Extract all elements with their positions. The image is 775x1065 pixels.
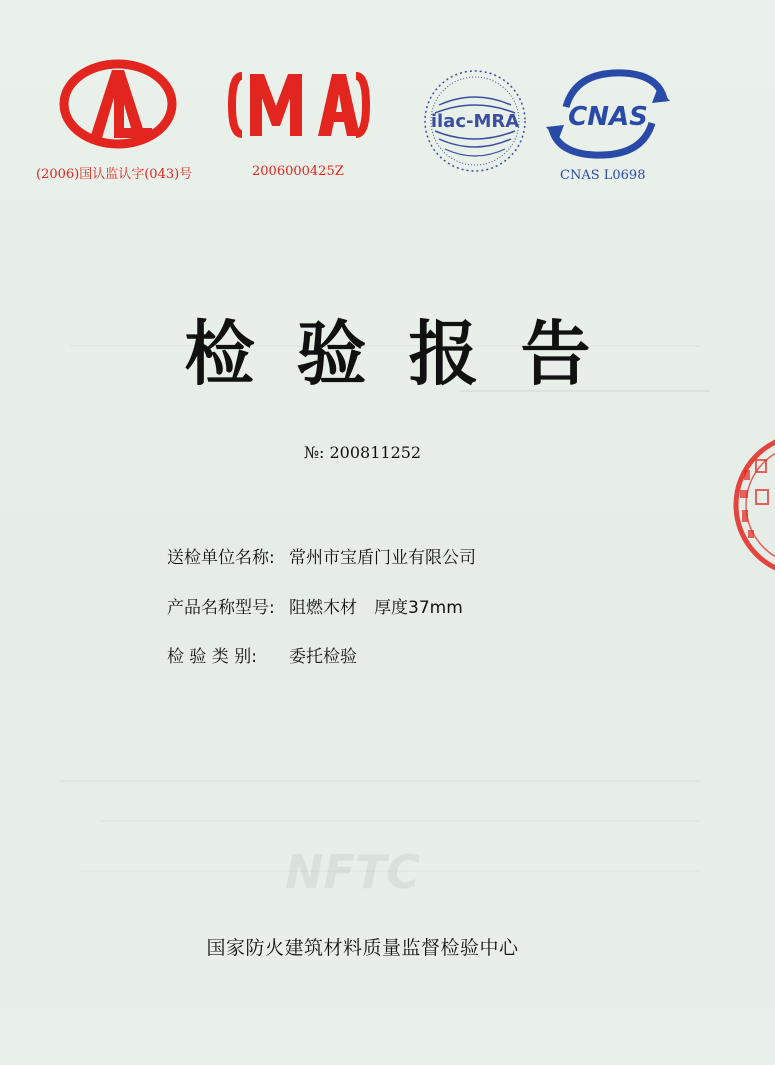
cma-caption: 2006000425Z — [252, 164, 344, 179]
field-client — [167, 543, 476, 568]
ilac-mra-logo — [421, 67, 529, 175]
faint-watermark — [285, 848, 445, 898]
cnas-caption: CNAS L0698 — [560, 168, 646, 183]
field-product — [167, 593, 463, 618]
field-label: 产品名称型号: — [167, 598, 275, 618]
cnas-text: CNAS — [568, 102, 648, 132]
cma-logo — [228, 66, 370, 144]
field-value: 常州市宝盾门业有限公司 — [289, 548, 476, 568]
field-label: 检 验 类 别: — [167, 647, 257, 667]
cnas-logo — [546, 67, 670, 163]
partial-seal-stamp — [726, 430, 775, 580]
bleed-through-line — [60, 780, 700, 782]
svg-text:NFTC: NFTC — [285, 848, 421, 898]
field-inspection-type — [167, 642, 357, 667]
field-value: 委托检验 — [289, 647, 357, 667]
report-number: №: 200811252 — [303, 443, 422, 462]
ilac-mra-text: ilac-MRA — [430, 111, 520, 132]
field-label: 送检单位名称: — [167, 548, 275, 568]
field-value: 阻燃木材 厚度37mm — [289, 598, 463, 618]
issuing-organization: 国家防火建筑材料质量监督检验中心 — [206, 937, 519, 959]
bleed-through-line — [100, 820, 700, 822]
report-title: 检验报告 — [184, 313, 633, 395]
cal-logo — [58, 56, 178, 156]
cal-caption: (2006)国认监认字(043)号 — [36, 167, 193, 182]
